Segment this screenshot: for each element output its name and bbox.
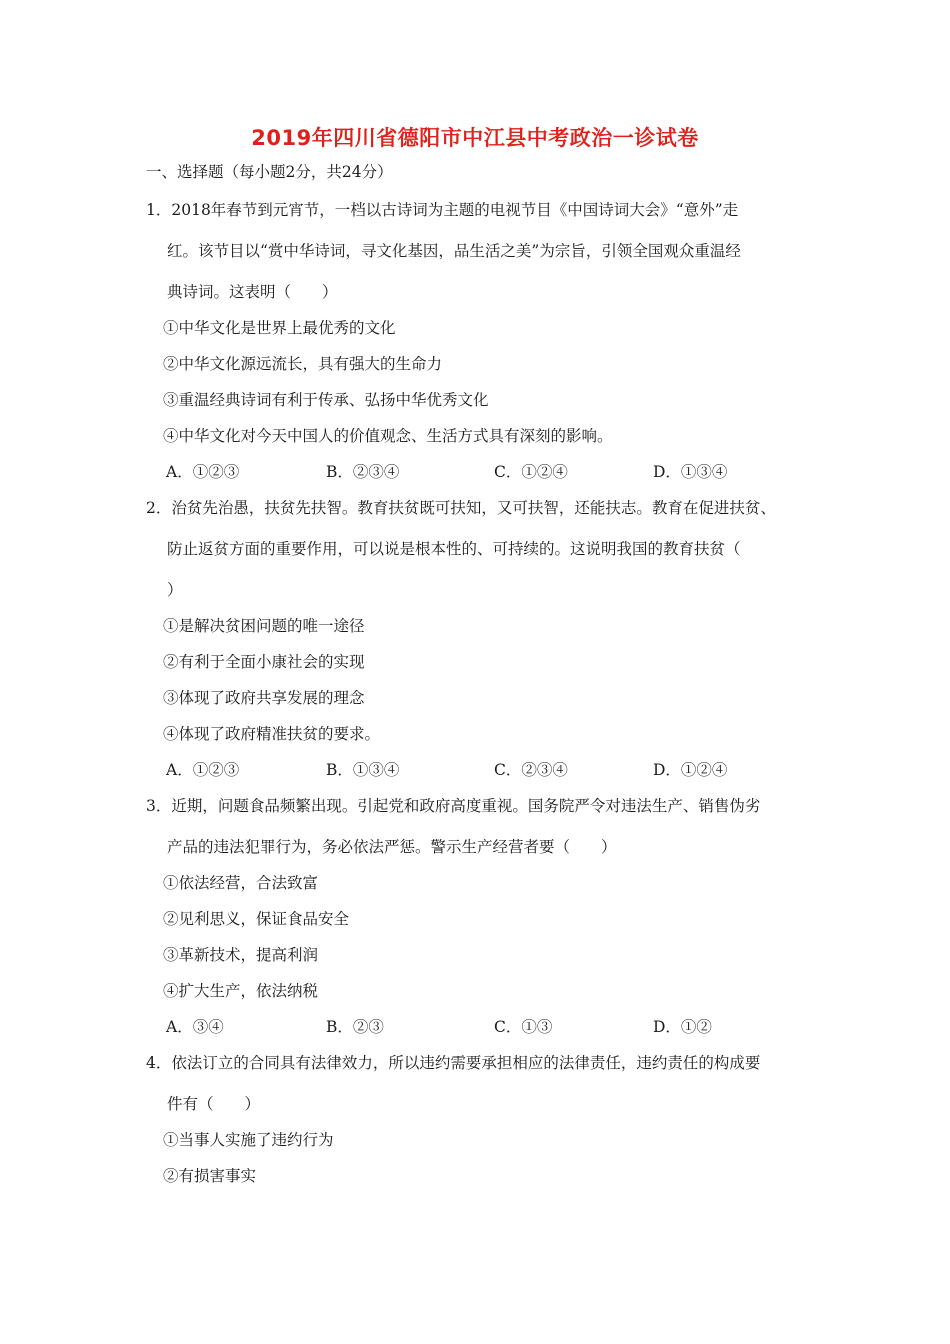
question-3-choice-a: A．③④ <box>166 1018 224 1036</box>
question-3-statement-3: ③革新技术，提高利润 <box>163 946 319 964</box>
question-3-choice-b: B．②③ <box>326 1018 384 1036</box>
question-4-stem-line-1: 4．依法订立的合同具有法律效力，所以违约需要承担相应的法律责任，违约责任的构成要 <box>146 1054 761 1072</box>
question-1-choice-d: D．①③④ <box>653 463 728 481</box>
question-2-choice-c: C．②③④ <box>494 761 568 779</box>
question-1-statement-4: ④中华文化对今天中国人的价值观念、生活方式具有深刻的影响。 <box>163 427 613 445</box>
section-heading: 一、选择题（每小题2分，共24分） <box>146 163 393 181</box>
question-2-choice-a: A．①②③ <box>166 761 240 779</box>
question-2-choice-d: D．①②④ <box>653 761 728 779</box>
question-3-statement-1: ①依法经营，合法致富 <box>163 874 319 892</box>
question-1-choice-a: A．①②③ <box>166 463 240 481</box>
question-1-statement-2: ②中华文化源远流长，具有强大的生命力 <box>163 355 443 373</box>
question-3-choice-d: D．①② <box>653 1018 712 1036</box>
question-2-stem-line-1: 2．治贫先治愚，扶贫先扶智。教育扶贫既可扶知，又可扶智，还能扶志。教育在促进扶贫、 <box>146 499 776 517</box>
question-2-stem-line-2: 防止返贫方面的重要作用，可以说是根本性的、可持续的。这说明我国的教育扶贫（ <box>167 540 741 558</box>
question-1-statement-1: ①中华文化是世界上最优秀的文化 <box>163 319 396 337</box>
question-2-statement-2: ②有利于全面小康社会的实现 <box>163 653 365 671</box>
question-2-stem-line-3: ） <box>167 581 183 599</box>
question-4-statement-2: ②有损害事实 <box>163 1167 257 1185</box>
page-title: 2019年四川省德阳市中江县中考政治一诊试卷 <box>251 126 699 150</box>
question-4-statement-1: ①当事人实施了违约行为 <box>163 1131 334 1149</box>
question-1-stem-line-3: 典诗词。这表明（ ） <box>167 283 338 301</box>
question-4-stem-line-2: 件有（ ） <box>167 1095 261 1113</box>
question-3-stem-line-1: 3．近期，问题食品频繁出现。引起党和政府高度重视。国务院严令对违法生产、销售伪劣 <box>146 797 761 815</box>
question-2-statement-1: ①是解决贫困问题的唯一途径 <box>163 617 365 635</box>
question-3-stem-line-2: 产品的违法犯罪行为，务必依法严惩。警示生产经营者要（ ） <box>167 838 617 856</box>
question-2-choice-b: B．①③④ <box>326 761 400 779</box>
question-3-statement-4: ④扩大生产，依法纳税 <box>163 982 319 1000</box>
question-1-choice-b: B．②③④ <box>326 463 400 481</box>
question-2-statement-3: ③体现了政府共享发展的理念 <box>163 689 365 707</box>
question-1-stem-line-1: 1．2018年春节到元宵节，一档以古诗词为主题的电视节目《中国诗词大会》“意外”走 <box>146 201 739 219</box>
question-1-statement-3: ③重温经典诗词有利于传承、弘扬中华优秀文化 <box>163 391 489 409</box>
question-3-statement-2: ②见利思义，保证食品安全 <box>163 910 350 928</box>
question-1-choice-c: C．①②④ <box>494 463 568 481</box>
question-3-choice-c: C．①③ <box>494 1018 553 1036</box>
question-2-statement-4: ④体现了政府精准扶贫的要求。 <box>163 725 381 743</box>
question-1-stem-line-2: 红。该节目以“赏中华诗词，寻文化基因，品生活之美”为宗旨，引领全国观众重温经 <box>167 242 741 260</box>
